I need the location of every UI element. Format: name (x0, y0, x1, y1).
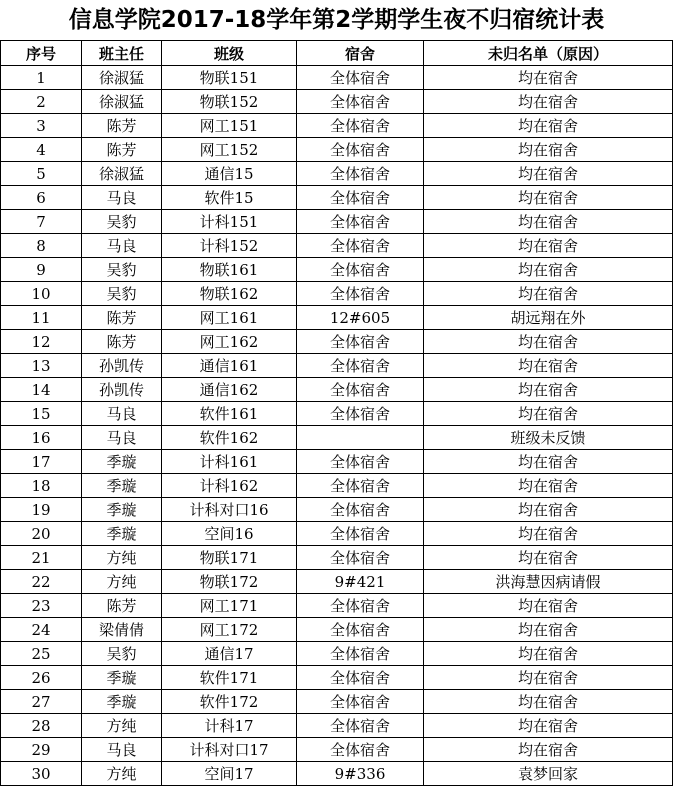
cell-absent-list[interactable]: 均在宿舍 (424, 666, 673, 690)
cell-absent-list[interactable]: 均在宿舍 (424, 402, 673, 426)
cell-dormitory[interactable]: 全体宿舍 (297, 354, 424, 378)
header-class: 班级 (162, 41, 297, 66)
cell-absent-list[interactable]: 均在宿舍 (424, 690, 673, 714)
cell-class[interactable]: 软件15 (162, 186, 297, 210)
cell-class[interactable]: 计科162 (162, 474, 297, 498)
cell-class-teacher[interactable]: 陈芳 (82, 138, 162, 162)
cell-absent-list[interactable]: 均在宿舍 (424, 474, 673, 498)
table-row (1, 138, 673, 162)
statistics-table (0, 40, 673, 786)
cell-absent-list[interactable]: 洪海慧因病请假 (424, 570, 673, 594)
cell-serial-number[interactable]: 23 (1, 594, 82, 618)
cell-absent-list[interactable]: 均在宿舍 (424, 186, 673, 210)
cell-serial-number[interactable]: 30 (1, 762, 82, 786)
cell-absent-list[interactable]: 均在宿舍 (424, 66, 673, 90)
table-row (1, 762, 673, 786)
cell-serial-number[interactable]: 9 (1, 258, 82, 282)
cell-dormitory[interactable]: 全体宿舍 (297, 402, 424, 426)
cell-absent-list[interactable]: 均在宿舍 (424, 258, 673, 282)
cell-absent-list[interactable]: 袁梦回家 (424, 762, 673, 786)
table-row (1, 546, 673, 570)
cell-dormitory[interactable] (297, 426, 424, 450)
cell-serial-number[interactable]: 11 (1, 306, 82, 330)
cell-serial-number[interactable]: 10 (1, 282, 82, 306)
cell-absent-list[interactable]: 均在宿舍 (424, 522, 673, 546)
cell-absent-list[interactable]: 均在宿舍 (424, 282, 673, 306)
cell-serial-number[interactable]: 27 (1, 690, 82, 714)
table-row (1, 330, 673, 354)
cell-class[interactable]: 网工171 (162, 594, 297, 618)
cell-serial-number[interactable]: 16 (1, 426, 82, 450)
cell-class-teacher[interactable]: 徐淑猛 (82, 162, 162, 186)
cell-dormitory[interactable]: 全体宿舍 (297, 186, 424, 210)
cell-class[interactable]: 物联151 (162, 66, 297, 90)
table-row (1, 90, 673, 114)
cell-dormitory[interactable]: 全体宿舍 (297, 546, 424, 570)
cell-serial-number[interactable]: 18 (1, 474, 82, 498)
cell-serial-number[interactable]: 1 (1, 66, 82, 90)
cell-serial-number[interactable]: 4 (1, 138, 82, 162)
table-row (1, 642, 673, 666)
cell-dormitory[interactable]: 9#336 (297, 762, 424, 786)
cell-dormitory[interactable]: 全体宿舍 (297, 66, 424, 90)
cell-class-teacher[interactable]: 方纯 (82, 762, 162, 786)
cell-class-teacher[interactable]: 马良 (82, 234, 162, 258)
cell-absent-list[interactable]: 均在宿舍 (424, 450, 673, 474)
cell-serial-number[interactable]: 26 (1, 666, 82, 690)
table-row (1, 282, 673, 306)
table-row (1, 474, 673, 498)
cell-class[interactable]: 物联161 (162, 258, 297, 282)
cell-class-teacher[interactable]: 马良 (82, 186, 162, 210)
cell-class[interactable]: 计科对口16 (162, 498, 297, 522)
table-row (1, 210, 673, 234)
cell-absent-list[interactable]: 班级未反馈 (424, 426, 673, 450)
cell-absent-list[interactable]: 均在宿舍 (424, 546, 673, 570)
cell-class[interactable]: 网工162 (162, 330, 297, 354)
cell-absent-list[interactable]: 均在宿舍 (424, 330, 673, 354)
cell-class-teacher[interactable]: 马良 (82, 402, 162, 426)
cell-class[interactable]: 软件162 (162, 426, 297, 450)
cell-class[interactable]: 网工151 (162, 114, 297, 138)
cell-class[interactable]: 计科17 (162, 714, 297, 738)
cell-dormitory[interactable]: 全体宿舍 (297, 666, 424, 690)
cell-absent-list[interactable]: 均在宿舍 (424, 738, 673, 762)
table-row (1, 522, 673, 546)
cell-dormitory[interactable]: 全体宿舍 (297, 618, 424, 642)
table-row (1, 618, 673, 642)
table-row (1, 666, 673, 690)
cell-dormitory[interactable]: 全体宿舍 (297, 642, 424, 666)
cell-class[interactable]: 物联162 (162, 282, 297, 306)
cell-absent-list[interactable]: 均在宿舍 (424, 378, 673, 402)
cell-class[interactable]: 通信161 (162, 354, 297, 378)
cell-serial-number[interactable]: 20 (1, 522, 82, 546)
cell-class-teacher[interactable]: 马良 (82, 738, 162, 762)
cell-serial-number[interactable]: 5 (1, 162, 82, 186)
table-row (1, 690, 673, 714)
cell-class[interactable]: 空间17 (162, 762, 297, 786)
cell-serial-number[interactable]: 28 (1, 714, 82, 738)
cell-class-teacher[interactable]: 陈芳 (82, 330, 162, 354)
cell-class[interactable]: 通信162 (162, 378, 297, 402)
cell-class[interactable]: 软件171 (162, 666, 297, 690)
cell-dormitory[interactable]: 全体宿舍 (297, 138, 424, 162)
cell-class-teacher[interactable]: 徐淑猛 (82, 66, 162, 90)
table-row (1, 714, 673, 738)
cell-class[interactable]: 物联171 (162, 546, 297, 570)
cell-absent-list[interactable]: 均在宿舍 (424, 594, 673, 618)
cell-serial-number[interactable]: 15 (1, 402, 82, 426)
header-dormitory: 宿舍 (297, 41, 424, 66)
cell-dormitory[interactable]: 全体宿舍 (297, 378, 424, 402)
cell-class-teacher[interactable]: 徐淑猛 (82, 90, 162, 114)
cell-dormitory[interactable]: 全体宿舍 (297, 114, 424, 138)
cell-dormitory[interactable]: 全体宿舍 (297, 258, 424, 282)
table-row (1, 186, 673, 210)
cell-serial-number[interactable]: 7 (1, 210, 82, 234)
cell-dormitory[interactable]: 全体宿舍 (297, 522, 424, 546)
cell-absent-list[interactable]: 均在宿舍 (424, 714, 673, 738)
cell-class[interactable]: 计科对口17 (162, 738, 297, 762)
cell-serial-number[interactable]: 17 (1, 450, 82, 474)
cell-serial-number[interactable]: 2 (1, 90, 82, 114)
cell-absent-list[interactable]: 均在宿舍 (424, 138, 673, 162)
cell-serial-number[interactable]: 14 (1, 378, 82, 402)
cell-dormitory[interactable]: 全体宿舍 (297, 594, 424, 618)
cell-absent-list[interactable]: 均在宿舍 (424, 618, 673, 642)
cell-class[interactable]: 软件172 (162, 690, 297, 714)
cell-serial-number[interactable]: 29 (1, 738, 82, 762)
cell-dormitory[interactable]: 12#605 (297, 306, 424, 330)
cell-absent-list[interactable]: 均在宿舍 (424, 354, 673, 378)
cell-class-teacher[interactable]: 吴豹 (82, 642, 162, 666)
cell-dormitory[interactable]: 全体宿舍 (297, 474, 424, 498)
cell-absent-list[interactable]: 均在宿舍 (424, 642, 673, 666)
cell-serial-number[interactable]: 24 (1, 618, 82, 642)
cell-class-teacher[interactable]: 方纯 (82, 570, 162, 594)
cell-class-teacher[interactable]: 陈芳 (82, 594, 162, 618)
table-row (1, 426, 673, 450)
header-serial-number: 序号 (1, 41, 82, 66)
cell-dormitory[interactable]: 全体宿舍 (297, 450, 424, 474)
cell-class-teacher[interactable]: 孙凯传 (82, 354, 162, 378)
table-row (1, 402, 673, 426)
cell-serial-number[interactable]: 8 (1, 234, 82, 258)
cell-class-teacher[interactable]: 吴豹 (82, 258, 162, 282)
table-row (1, 354, 673, 378)
cell-class[interactable]: 通信17 (162, 642, 297, 666)
header-row (1, 41, 673, 66)
cell-serial-number[interactable]: 25 (1, 642, 82, 666)
cell-dormitory[interactable]: 全体宿舍 (297, 738, 424, 762)
cell-class-teacher[interactable]: 季璇 (82, 522, 162, 546)
cell-class-teacher[interactable]: 季璇 (82, 474, 162, 498)
cell-serial-number[interactable]: 21 (1, 546, 82, 570)
cell-class[interactable]: 物联172 (162, 570, 297, 594)
cell-class-teacher[interactable]: 方纯 (82, 714, 162, 738)
cell-class[interactable]: 软件161 (162, 402, 297, 426)
cell-class-teacher[interactable]: 孙凯传 (82, 378, 162, 402)
cell-class-teacher[interactable]: 陈芳 (82, 114, 162, 138)
cell-dormitory[interactable]: 全体宿舍 (297, 714, 424, 738)
cell-class-teacher[interactable]: 吴豹 (82, 210, 162, 234)
cell-dormitory[interactable]: 全体宿舍 (297, 210, 424, 234)
cell-class[interactable]: 物联152 (162, 90, 297, 114)
table-body (1, 66, 673, 786)
cell-dormitory[interactable]: 全体宿舍 (297, 498, 424, 522)
cell-serial-number[interactable]: 6 (1, 186, 82, 210)
cell-dormitory[interactable]: 全体宿舍 (297, 162, 424, 186)
page-title: 信息学院2017-18学年第2学期学生夜不归宿统计表 (68, 7, 605, 33)
cell-class[interactable]: 空间16 (162, 522, 297, 546)
cell-class[interactable]: 计科151 (162, 210, 297, 234)
cell-serial-number[interactable]: 22 (1, 570, 82, 594)
table-row (1, 162, 673, 186)
cell-absent-list[interactable]: 均在宿舍 (424, 162, 673, 186)
cell-dormitory[interactable]: 全体宿舍 (297, 90, 424, 114)
cell-class-teacher[interactable]: 吴豹 (82, 282, 162, 306)
table-row (1, 570, 673, 594)
cell-serial-number[interactable]: 13 (1, 354, 82, 378)
cell-serial-number[interactable]: 19 (1, 498, 82, 522)
table-row (1, 66, 673, 90)
cell-absent-list[interactable]: 均在宿舍 (424, 114, 673, 138)
cell-class-teacher[interactable]: 季璇 (82, 498, 162, 522)
cell-class[interactable]: 网工172 (162, 618, 297, 642)
cell-class-teacher[interactable]: 梁倩倩 (82, 618, 162, 642)
cell-class-teacher[interactable]: 马良 (82, 426, 162, 450)
cell-class[interactable]: 通信15 (162, 162, 297, 186)
header-absent-list: 未归名单（原因） (424, 41, 673, 66)
cell-serial-number[interactable]: 3 (1, 114, 82, 138)
cell-absent-list[interactable]: 均在宿舍 (424, 498, 673, 522)
cell-dormitory[interactable]: 全体宿舍 (297, 330, 424, 354)
table-row (1, 378, 673, 402)
cell-class-teacher[interactable]: 季璇 (82, 666, 162, 690)
table-row (1, 738, 673, 762)
cell-absent-list[interactable]: 均在宿舍 (424, 234, 673, 258)
cell-class[interactable]: 网工152 (162, 138, 297, 162)
table-row (1, 234, 673, 258)
cell-dormitory[interactable]: 9#421 (297, 570, 424, 594)
table-row (1, 498, 673, 522)
cell-dormitory[interactable]: 全体宿舍 (297, 690, 424, 714)
table-row (1, 594, 673, 618)
header-class-teacher: 班主任 (82, 41, 162, 66)
table-row (1, 306, 673, 330)
cell-class[interactable]: 计科152 (162, 234, 297, 258)
table-row (1, 114, 673, 138)
cell-absent-list[interactable]: 胡远翔在外 (424, 306, 673, 330)
cell-class-teacher[interactable]: 季璇 (82, 450, 162, 474)
cell-class[interactable]: 网工161 (162, 306, 297, 330)
cell-class-teacher[interactable]: 方纯 (82, 546, 162, 570)
cell-absent-list[interactable]: 均在宿舍 (424, 210, 673, 234)
table-row (1, 258, 673, 282)
cell-class-teacher[interactable]: 陈芳 (82, 306, 162, 330)
cell-dormitory[interactable]: 全体宿舍 (297, 282, 424, 306)
table-row (1, 450, 673, 474)
cell-class[interactable]: 计科161 (162, 450, 297, 474)
cell-absent-list[interactable]: 均在宿舍 (424, 90, 673, 114)
cell-dormitory[interactable]: 全体宿舍 (297, 234, 424, 258)
cell-class-teacher[interactable]: 季璇 (82, 690, 162, 714)
cell-serial-number[interactable]: 12 (1, 330, 82, 354)
